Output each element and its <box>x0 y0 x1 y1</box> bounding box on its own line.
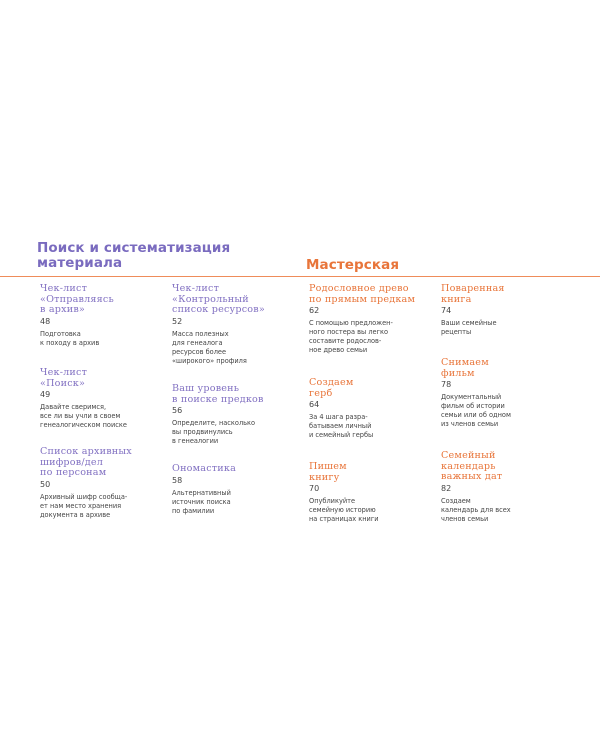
toc-entry[interactable] <box>441 451 561 524</box>
entry-page: 48 <box>40 316 51 326</box>
entry-desc: Документальный фильм об истории семьи или об одном из членов семьи <box>441 393 511 429</box>
section-divider <box>0 276 600 277</box>
entry-desc: Давайте сверимся, все ли вы учли в своем генеалогическом поиске <box>40 403 127 430</box>
section-title-search: Поиск и систематизация материала <box>37 240 231 271</box>
entry-page: 58 <box>172 475 183 485</box>
entry-page: 52 <box>172 316 183 326</box>
entry-title: Семейный календарь важных дат <box>441 450 503 483</box>
toc-entry[interactable] <box>441 284 561 337</box>
entry-desc: Архивный шифр сообща- ет нам место хранения документа в архиве <box>40 492 128 519</box>
entry-title: Снимаем фильм <box>441 357 489 379</box>
entry-page: 56 <box>172 406 183 416</box>
toc-entry[interactable] <box>441 358 561 429</box>
toc-entry[interactable] <box>172 284 292 366</box>
entry-desc: Альтернативный источник поиска по фамилии <box>172 488 231 515</box>
entry-desc: За 4 шага разра- батываем личный и семейный гербы <box>309 413 374 440</box>
entry-desc: Опубликуйте семейную историю на страницах книги <box>309 497 379 524</box>
entry-title: Пишем книгу <box>309 461 347 483</box>
entry-desc: Создаем календарь для всех членов семьи <box>441 496 511 523</box>
entry-title: Список архивных шифров/дел по персонам <box>40 446 132 479</box>
entry-page: 62 <box>309 306 320 316</box>
entry-page: 64 <box>309 400 320 410</box>
toc-entry[interactable] <box>40 447 160 520</box>
toc-entry[interactable] <box>309 378 429 440</box>
entry-page: 49 <box>40 390 51 400</box>
entry-desc: Ваши семейные рецепты <box>441 319 497 337</box>
entry-desc: Подготовка к походу в архив <box>40 329 100 347</box>
entry-title: Родословное древо по прямым предкам <box>309 283 416 305</box>
toc-entry[interactable] <box>40 284 160 348</box>
entry-page: 74 <box>441 306 452 316</box>
toc-entry[interactable] <box>309 284 429 355</box>
toc-entry[interactable] <box>40 368 160 430</box>
entry-title: Создаем герб <box>309 377 354 399</box>
section-title-workshop: Мастерская <box>306 257 400 273</box>
entry-title: Поваренная книга <box>441 283 505 305</box>
entry-title: Чек-лист «Поиск» <box>40 367 88 389</box>
entry-page: 70 <box>309 484 320 494</box>
toc-entry[interactable] <box>309 462 429 524</box>
entry-desc: Определите, насколько вы продвинулись в генеалогии <box>172 419 256 446</box>
entry-page: 82 <box>441 483 452 493</box>
entry-page: 50 <box>40 479 51 489</box>
entry-title: Ономастика <box>172 463 237 474</box>
toc-entry[interactable] <box>172 464 292 516</box>
entry-page: 78 <box>441 380 452 390</box>
toc-entry[interactable] <box>172 384 292 446</box>
entry-desc: С помощью предложен- ного постера вы легко составите родослов- ное древо семьи <box>309 319 393 355</box>
entry-desc: Масса полезных для генеалога ресурсов более «широкого» профиля <box>172 329 247 365</box>
entry-title: Чек-лист «Контрольный список ресурсов» <box>172 283 265 316</box>
entry-title: Чек-лист «Отправляясь в архив» <box>40 283 114 316</box>
entry-title: Ваш уровень в поиске предков <box>172 383 264 405</box>
